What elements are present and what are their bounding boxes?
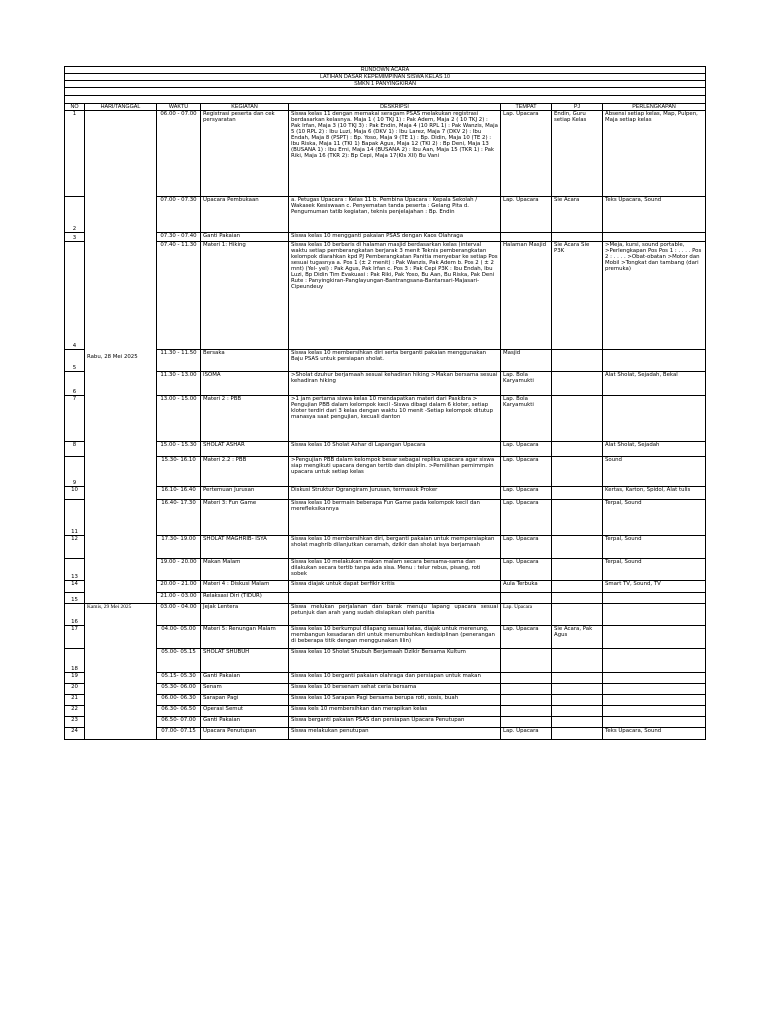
cell-perlengkapan <box>603 626 706 649</box>
cell-waktu: 19.00 - 20.00 <box>157 559 201 581</box>
column-header-row <box>65 104 706 111</box>
cell-tempat <box>501 695 552 706</box>
cell-deskripsi: Siswa kelas 10 bersenam sehat ceria bersama <box>289 684 501 695</box>
cell-waktu: 07.40 - 11.30 <box>157 242 201 350</box>
cell-no: 15 <box>65 593 85 604</box>
cell-perlengkapan <box>603 604 706 626</box>
cell-pj <box>552 457 603 487</box>
cell-no: 8 <box>65 442 85 457</box>
cell-waktu: 21.00 - 03.00 <box>157 593 201 604</box>
cell-waktu: 11.30 - 11.50 <box>157 350 201 372</box>
cell-deskripsi: Siswa kelas 10 berbaris di halaman masjid berdasarkan kelas (interval waktu setiap pemberangkatan berjarak 3 menit Teknis pemberangkatan kelompok diarahkan kpd PJ Pemberangkatan Panitia menyebar ke setiap Pos sesuai tugasnya a. Pos 1 (± 2 menit) : Pak Wanzis, Pak Adem b. Pos 2 ( ± 2 mnt) (Yel- yel) : Pak Agus, Pak Irfan c. Pos 3 : Pak Cepi P3K : Ibu Endah, Ibu Luzi, Bp Didin Tim Evakuasi : Pak Riki, Pak Yoso, Bu Aan, Bu Riska, Pak Deni Rute : Panyingkiran-Panglayungan-Bantrangsana-Bantarsari-Majasari-Cipeundeuy <box>289 242 501 350</box>
cell-tempat: Lap. Upacara <box>501 111 552 197</box>
cell-day-1: Rabu, 28 Mei 2025 <box>85 111 157 604</box>
cell-waktu: 16.40- 17.30 <box>157 500 201 536</box>
cell-perlengkapan <box>603 649 706 673</box>
table-row <box>65 457 706 487</box>
cell-pj <box>552 442 603 457</box>
school-name: SMKN 1 PANYINGKIRAN <box>65 81 706 88</box>
cell-kegiatan: Bersaka <box>201 350 289 372</box>
cell-kegiatan: SHOLAT MAGHRIB- ISYA <box>201 536 289 559</box>
cell-tempat: Lap. Bola Karyamukti <box>501 396 552 442</box>
table-row <box>65 487 706 500</box>
table-row <box>65 581 706 593</box>
cell-kegiatan: Jejak Lentera <box>201 604 289 626</box>
document-subtitle: LATIHAN DASAR KEPEMIMPINAN SISWA KELAS 10 <box>65 74 706 81</box>
table-row <box>65 673 706 684</box>
cell-waktu: 07.00 - 07.30 <box>157 197 201 233</box>
cell-waktu: 05.15- 05.30 <box>157 673 201 684</box>
cell-perlengkapan <box>603 593 706 604</box>
table-row <box>65 695 706 706</box>
cell-perlengkapan <box>603 706 706 717</box>
cell-no: 18 <box>65 649 85 673</box>
cell-tempat <box>501 649 552 673</box>
cell-waktu: 05.00- 05.15 <box>157 649 201 673</box>
cell-tempat <box>501 717 552 728</box>
cell-waktu: 17.30- 19.00 <box>157 536 201 559</box>
cell-waktu: 05.30- 06.00 <box>157 684 201 695</box>
cell-kegiatan: Sarapan Pagi <box>201 695 289 706</box>
cell-pj <box>552 706 603 717</box>
cell-tempat: Lap. Upacara <box>501 500 552 536</box>
table-row <box>65 233 706 242</box>
cell-perlengkapan: >Meja, kursi, sound portable, >Perlengkapan Pos Pos 1 : . . . . Pos 2 : . . . . >Obat-obatan >Motor dan Mobil >Tongkat dan tambang (dari premuka) <box>603 242 706 350</box>
cell-tempat <box>501 673 552 684</box>
table-row <box>65 442 706 457</box>
table-row <box>65 728 706 740</box>
cell-perlengkapan: Terpal, Sound <box>603 500 706 536</box>
cell-waktu: 20.00 - 21.00 <box>157 581 201 593</box>
table-row <box>65 372 706 396</box>
cell-tempat <box>501 684 552 695</box>
cell-no: 10 <box>65 487 85 500</box>
cell-day-2: Kamis, 29 Mei 2025 <box>85 604 157 740</box>
cell-pj <box>552 717 603 728</box>
cell-perlengkapan <box>603 396 706 442</box>
table-row <box>65 396 706 442</box>
cell-deskripsi <box>289 593 501 604</box>
cell-tempat: Lap. Bola Karyamukti <box>501 372 552 396</box>
cell-kegiatan: SHOLAT SHUBUH <box>201 649 289 673</box>
cell-tempat: Lap. Upacara <box>501 487 552 500</box>
cell-waktu: 16.10- 16.40 <box>157 487 201 500</box>
table-row <box>65 649 706 673</box>
cell-perlengkapan: Alat Sholat, Sejadah, Bekal <box>603 372 706 396</box>
cell-no: 11 <box>65 500 85 536</box>
cell-pj <box>552 593 603 604</box>
cell-pj <box>552 728 603 740</box>
cell-tempat: Lap. Upacara <box>501 604 552 626</box>
table-row <box>65 706 706 717</box>
cell-perlengkapan: Smart TV, Sound, TV <box>603 581 706 593</box>
cell-deskripsi: Siswa kelas 10 Sarapan Pagi bersama berupa roti, sosis, buah <box>289 695 501 706</box>
cell-perlengkapan: Alat Sholat, Sejadah <box>603 442 706 457</box>
cell-kegiatan: Materi 1: Hiking <box>201 242 289 350</box>
cell-pj <box>552 684 603 695</box>
cell-tempat: Lap. Upacara <box>501 442 552 457</box>
cell-kegiatan: Materi 4 : Diskusi Malam <box>201 581 289 593</box>
document-title: RUNDOWN ACARA <box>65 67 706 74</box>
cell-kegiatan: Ganti Pakaian <box>201 673 289 684</box>
cell-deskripsi: Siswa kelas 11 dengan memakai seragam PSAS melakukan registrasi berdasarkan kelasnya. Maja 1 ( 10 TKJ 1) : Pak Adem, Maja 2 ( 10 TKJ 2) : Pak Irfan, Maja 3 (10 TKJ 3) : Pak Endin, Maja 4 (10 RPL 1) : Pak Wanzis, Maja 5 (10 RPL 2) : Ibu Luzi, Maja 6 (DKV 1) : Ibu Larez, Maja 7 (DKV 2) : Ibu Endah, Maja 8 (PSPT) : Bp. Yoso, Maja 9 (TE 1) : Bp. Didin, Maja 10 (TE 2) : Ibu Riska, Maja 11 (TKI 1) Bapak Agus, Maja 12 (TKI 2) : Bp Deni, Maja 13 (BUSANA 1) : Ibu Erni, Maja 14 (BUSANA 2) : Ibu Aan, Maja 15 (TKR 1) : Pak Riki, Maja 16 (TKR 2): Bp Cepi, Maja 17(Kls XII) Bu Vani <box>289 111 501 197</box>
cell-pj <box>552 536 603 559</box>
cell-kegiatan: Ganti Pakaian <box>201 233 289 242</box>
table-row <box>65 626 706 649</box>
cell-no: 6 <box>65 372 85 396</box>
cell-pj <box>552 673 603 684</box>
cell-deskripsi: Siswa kelas 10 membersihkan diri, berganti pakaian untuk mempersiapkan sholat maghrib dilanjutkan ceramah, dzikir dan sholat isya berjamaah <box>289 536 501 559</box>
cell-no: 21 <box>65 695 85 706</box>
table-row <box>65 242 706 350</box>
cell-tempat: Lap. Upacara <box>501 728 552 740</box>
cell-no: 9 <box>65 457 85 487</box>
cell-no: 16 <box>65 604 85 626</box>
cell-pj <box>552 233 603 242</box>
cell-no: 19 <box>65 673 85 684</box>
cell-deskripsi: a. Petugas Upacara : Kelas 11 b. Pembina Upacara : Kepala Sekolah / Wakasek Kesiswaan c. Penyematan tanda peserta : Gelang Pita d. Pengumuman tatib kegiatan, teknis penjelajahan : Bp. Endin <box>289 197 501 233</box>
cell-no: 7 <box>65 396 85 442</box>
cell-perlengkapan: Terpal, Sound <box>603 536 706 559</box>
cell-deskripsi: Siswa melakukan penutupan <box>289 728 501 740</box>
cell-pj <box>552 649 603 673</box>
cell-waktu: 11.30 - 13.00 <box>157 372 201 396</box>
cell-pj <box>552 604 603 626</box>
cell-deskripsi: Siswa kelas 10 membersihkan diri serta berganti pakaian menggunakan Baju PSAS untuk persiapan sholat. <box>289 350 501 372</box>
cell-perlengkapan: Terpal, Sound <box>603 559 706 581</box>
cell-kegiatan: Upacara Pembukaan <box>201 197 289 233</box>
cell-deskripsi: Diskusi Struktur Ograngiram Jurusan, termasuk Proker <box>289 487 501 500</box>
table-row <box>65 500 706 536</box>
cell-pj <box>552 372 603 396</box>
cell-tempat: Masjid <box>501 350 552 372</box>
table-row <box>65 559 706 581</box>
cell-kegiatan: Operasi Semut <box>201 706 289 717</box>
cell-no: 4 <box>65 242 85 350</box>
cell-no: 13 <box>65 559 85 581</box>
table-row <box>65 111 706 197</box>
cell-kegiatan: Materi 2.2 : PBB <box>201 457 289 487</box>
cell-kegiatan: SHOLAT ASHAR <box>201 442 289 457</box>
cell-perlengkapan: Kertas, Karton, Spidol, Alat tulis <box>603 487 706 500</box>
cell-pj <box>552 559 603 581</box>
cell-kegiatan: Materi 3: Fun Game <box>201 500 289 536</box>
cell-perlengkapan <box>603 684 706 695</box>
cell-no: 17 <box>65 626 85 649</box>
cell-no: 14 <box>65 581 85 593</box>
cell-tempat: Lap. Upacara <box>501 457 552 487</box>
cell-kegiatan: ISOMA <box>201 372 289 396</box>
cell-deskripsi: Siswa kelas 10 berkumpul dilapang sesuai kelas, diajak untuk merenung, membangun kesadaran diri untuk menumbuhkan kedisiplinan (penerangan di beberapa titik dengan menggunakan lilin) <box>289 626 501 649</box>
blank-row <box>65 96 706 104</box>
cell-kegiatan: Relaksasi Diri (TIDUR) <box>201 593 289 604</box>
cell-perlengkapan <box>603 233 706 242</box>
cell-perlengkapan <box>603 717 706 728</box>
cell-deskripsi: Siswa kelas 10 Sholat Ashar di Lapangan Upacara <box>289 442 501 457</box>
cell-waktu: 07.00- 07.15 <box>157 728 201 740</box>
cell-pj: Endin, Guru setiap Kelas <box>552 111 603 197</box>
cell-kegiatan: Registrasi peserta dan cek persyaratan <box>201 111 289 197</box>
cell-pj <box>552 350 603 372</box>
cell-deskripsi: Siswa kelas 10 bermain beberapa Fun Game pada kelompok kecil dan merefleksikannya <box>289 500 501 536</box>
cell-tempat <box>501 706 552 717</box>
cell-perlengkapan <box>603 673 706 684</box>
header-hari-tanggal: HARI/TANGGAL <box>85 104 157 111</box>
cell-tempat <box>501 593 552 604</box>
cell-kegiatan: Upacara Penutupan <box>201 728 289 740</box>
header-pj: PJ <box>552 104 603 111</box>
cell-deskripsi: >1 jam pertama siswa kelas 10 mendapatkan materi dari Paskibra > Pengujian PBB dalam kelompok kecil -Siswa dibagi dalam 6 kloter, setiap kloter terdiri dari 3 kelas dengan waktu 10 menit -Setiap kelompok ditutup manasya saat pengujian, kecuali danton <box>289 396 501 442</box>
cell-kegiatan: Materi 5: Renungan Malam <box>201 626 289 649</box>
cell-deskripsi: Siswa kelas 10 melakukan makan malam secara bersama-sama dan dilakukan secara tertib tanpa ada sisa. Menu : telur rebus, pisang, roti sobek <box>289 559 501 581</box>
cell-perlengkapan: Sound <box>603 457 706 487</box>
cell-kegiatan: Senam <box>201 684 289 695</box>
cell-tempat: Lap. Upacara <box>501 536 552 559</box>
blank-row <box>65 88 706 96</box>
cell-pj <box>552 581 603 593</box>
cell-waktu: 06.00 - 07.00 <box>157 111 201 197</box>
cell-tempat <box>501 233 552 242</box>
cell-kegiatan: Makan Malam <box>201 559 289 581</box>
header-deskripsi: DESKRIPSI <box>289 104 501 111</box>
cell-perlengkapan <box>603 695 706 706</box>
table-row <box>65 593 706 604</box>
cell-pj <box>552 695 603 706</box>
cell-pj <box>552 396 603 442</box>
cell-no: 24 <box>65 728 85 740</box>
cell-pj: Sie Acara <box>552 197 603 233</box>
cell-pj: Sie Acara, Pak Agus <box>552 626 603 649</box>
cell-deskripsi: >Pengujian PBB dalam kelompok besar sebagai replika upacara agar siswa siap mengikuti upacara dengan tertib dan disiplin. >Pemilihan pemimmpin upacara untuk setiap kelas <box>289 457 501 487</box>
cell-pj <box>552 487 603 500</box>
cell-deskripsi: Siswa kelas 10 mengganti pakaian PSAS dengan Kaos Olahraga <box>289 233 501 242</box>
cell-no: 3 <box>65 233 85 242</box>
table-row <box>65 604 706 626</box>
table-row <box>65 197 706 233</box>
cell-pj: Sie Acara Sie P3K <box>552 242 603 350</box>
cell-kegiatan: Pertemuan Jurusan <box>201 487 289 500</box>
table-row <box>65 536 706 559</box>
header-kegiatan: KEGIATAN <box>201 104 289 111</box>
cell-kegiatan: Ganti Pakaian <box>201 717 289 728</box>
cell-perlengkapan: Teks Upacara, Sound <box>603 197 706 233</box>
cell-tempat: Aula Terbuka <box>501 581 552 593</box>
cell-no: 12 <box>65 536 85 559</box>
cell-no: 5 <box>65 350 85 372</box>
table-row <box>65 684 706 695</box>
cell-deskripsi: Siswa kelas 10 Sholat Shubuh Berjamaah Dzikir Bersama Kultum <box>289 649 501 673</box>
cell-no: 20 <box>65 684 85 695</box>
header-waktu: WAKTU <box>157 104 201 111</box>
header-tempat: TEMPAT <box>501 104 552 111</box>
cell-deskripsi: >Sholat dzuhur berjamaah sesuai kehadiran hiking >Makan bersama sesuai kehadiran hiking <box>289 372 501 396</box>
cell-deskripsi: Siswa kelas 10 berganti pakaian olahraga dan persiapan untuk makan <box>289 673 501 684</box>
cell-waktu: 04.00- 05.00 <box>157 626 201 649</box>
header-no: NO <box>65 104 85 111</box>
cell-waktu: 13.00 - 15.00 <box>157 396 201 442</box>
cell-pj <box>552 500 603 536</box>
cell-kegiatan: Materi 2 : PBB <box>201 396 289 442</box>
cell-no: 1 <box>65 111 85 197</box>
cell-no: 23 <box>65 717 85 728</box>
cell-waktu: 06.30- 06.50 <box>157 706 201 717</box>
cell-perlengkapan: Absensi setiap kelas, Map, Pulpen, Maja setiap kelas <box>603 111 706 197</box>
cell-deskripsi: Siswa diajak untuk dapat berfikir kritis <box>289 581 501 593</box>
cell-perlengkapan <box>603 350 706 372</box>
cell-no: 2 <box>65 197 85 233</box>
cell-waktu: 03.00 - 04.00 <box>157 604 201 626</box>
cell-waktu: 06.00- 06.30 <box>157 695 201 706</box>
cell-tempat: Halaman Masjid <box>501 242 552 350</box>
table-row <box>65 350 706 372</box>
cell-tempat: Lap. Upacara <box>501 626 552 649</box>
cell-waktu: 06.50- 07.00 <box>157 717 201 728</box>
cell-deskripsi: Siswa melukan perjalanan dan barak menuju lapang upacara sesuai petunjuk dan arah yang sudah disiapkan oleh panitia <box>289 604 501 626</box>
cell-deskripsi: Siswa kels 10 membersihkan dan merapikan kelas <box>289 706 501 717</box>
rundown-table <box>64 66 706 740</box>
table-row <box>65 717 706 728</box>
cell-tempat: Lap. Upacara <box>501 559 552 581</box>
header-perlengkapan: PERLENGKAPAN <box>603 104 706 111</box>
cell-no: 22 <box>65 706 85 717</box>
cell-deskripsi: Siswa berganti pakaian PSAS dan persiapan Upacara Penutupan <box>289 717 501 728</box>
cell-perlengkapan: Teks Upacara, Sound <box>603 728 706 740</box>
cell-tempat: Lap. Upacara <box>501 197 552 233</box>
cell-waktu: 15.30- 16.10 <box>157 457 201 487</box>
cell-waktu: 07.30 - 07.40 <box>157 233 201 242</box>
cell-waktu: 15.00 - 15.30 <box>157 442 201 457</box>
